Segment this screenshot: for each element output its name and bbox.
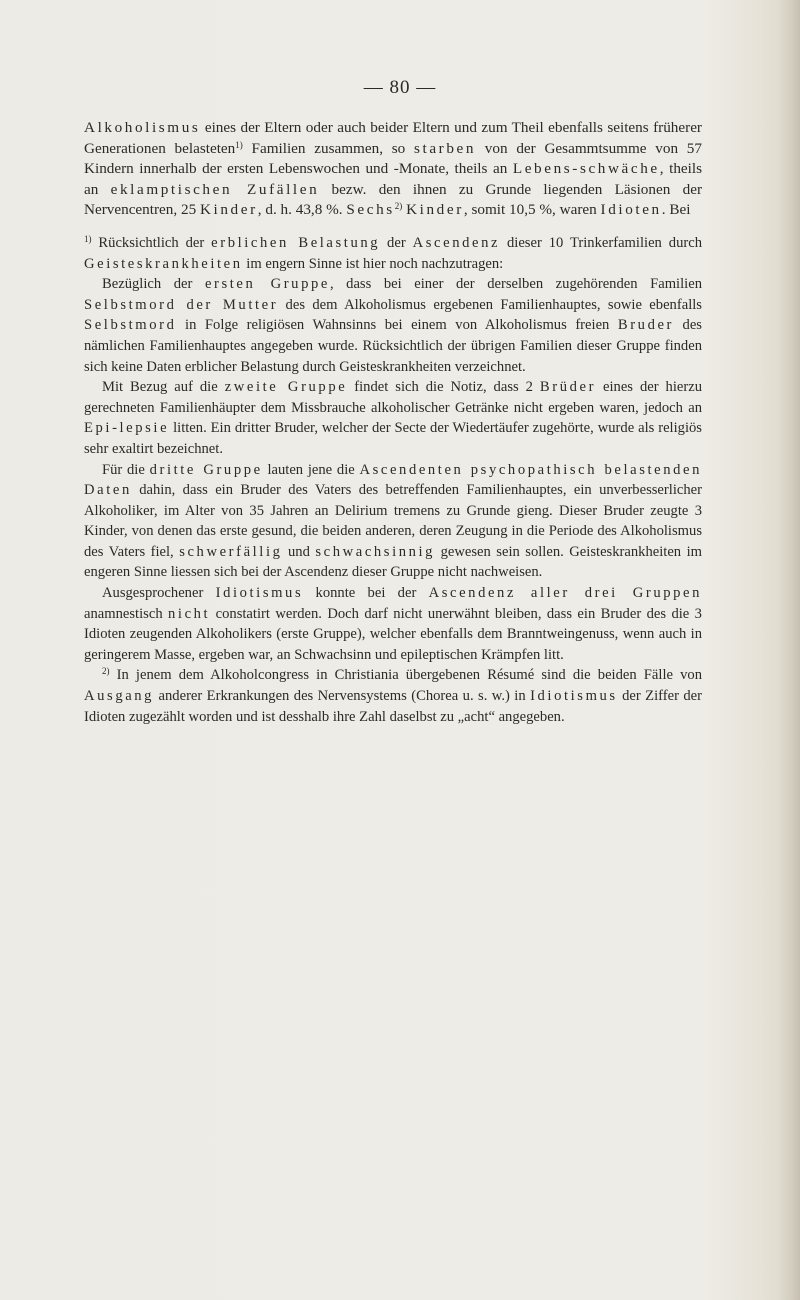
footnote-paragraph [84, 583, 702, 665]
emphasized-text: Selbstmord der Mutter [84, 296, 279, 313]
emphasized-text: Ascendenz aller drei Gruppen [428, 585, 702, 602]
page-edge-shadow [778, 0, 800, 1300]
emphasized-text: nicht [168, 605, 211, 622]
footnote-marker: 2) [394, 201, 403, 212]
footnote-paragraph [84, 460, 702, 584]
emphasized-text: Ausgang [84, 688, 155, 705]
emphasized-text: Bruder [617, 317, 674, 334]
text-run: findet sich die Notiz, dass 2 [347, 379, 540, 396]
text-run: Mit Bezug auf die [102, 379, 225, 396]
text-run: gewesen sein sollen. Geisteskrankheiten im engeren Sinne liessen sich bei der Ascendenz dieser Gruppe nicht nachweisen. [84, 543, 702, 581]
emphasized-text: Idioten [600, 201, 662, 219]
text-run: dahin, dass ein Bruder des Vaters des betreffenden Familienhauptes, ein unverbesserlicher Alkoholiker, im Alter von 35 Jahren an Delirium tremens zu Grunde gieng. Dieser Bruder zeugte 3 Kinder, von denen das erste gesund, die beiden anderen, deren Zeugung in die Periode des Alkoholismus des Vaters fiel, [84, 482, 702, 560]
text-run: Familien zusammen, so [242, 139, 414, 157]
emphasized-text: schwachsinnig [315, 543, 436, 560]
text-run: Rücksichtlich der [91, 234, 212, 251]
footnote-marker: 2) [102, 666, 110, 677]
text-run: constatirt werden. Doch darf nicht unerwähnt bleiben, dass ein Bruder des die 3 Idioten zeugenden Alkoholikers (erste Gruppe), welcher ebenfalls dem Branntweingenuss, wenn auch in geringerem Masse, ergeben war, an Schwachsinn und epileptischen Krämpfen litt. [84, 605, 702, 663]
text-run: anderer Erkrankungen des Nervensystems (Chorea u. s. w.) in [154, 688, 531, 705]
page-body [84, 118, 702, 727]
page-number: — 80 — [363, 77, 437, 98]
footnote-paragraph [84, 274, 702, 377]
footnote-marker: 1) [84, 233, 92, 244]
footnote-marker: 1) [235, 139, 243, 150]
text-run: im engern Sinne ist hier noch nachzutragen: [242, 255, 504, 272]
emphasized-text: schwerfällig [179, 543, 283, 560]
text-run: und [282, 543, 316, 560]
emphasized-text: eklamptischen Zufällen [110, 180, 320, 198]
emphasized-text: zweite Gruppe [224, 379, 348, 396]
text-run: litten. Ein dritter Bruder, welcher der Secte der Wiedertäufer zugehörte, wurde als religiös sehr exaltirt bezeichnet. [84, 420, 702, 457]
footnote-paragraph [84, 665, 702, 727]
text-run: bezw. den ihnen zu Grunde liegenden Läsionen der Nervencentren, 25 [84, 180, 702, 219]
emphasized-text: Selbstmord [84, 317, 177, 334]
emphasized-text: Alkoholismus [84, 119, 201, 136]
emphasized-text: dritte Gruppe [149, 461, 263, 478]
emphasized-text: erblichen Belastung [211, 234, 381, 251]
text-run: , d. h. 43,8 %. [257, 201, 347, 219]
text-run: eines der Eltern oder auch beider Eltern und zum Theil ebenfalls seitens früherer Generationen belasteten [84, 119, 702, 157]
text-run: Ausgesprochener [102, 585, 216, 602]
text-run: , theils an [84, 160, 703, 198]
emphasized-text: Kinder [199, 201, 258, 219]
text-run: des dem Alkoholismus ergebenen Familienhauptes, sowie ebenfalls [278, 296, 702, 313]
emphasized-text: Ascendenz [412, 234, 501, 251]
text-run: Bezüglich der [102, 276, 205, 293]
footnote-paragraph [84, 377, 702, 459]
emphasized-text: Epi-lepsie [84, 420, 170, 437]
emphasized-text: Ascendenten psychopathisch belastenden Daten [84, 461, 702, 499]
text-run: Für die [102, 461, 150, 478]
emphasized-text: starben [414, 139, 477, 157]
emphasized-text: Kinder [406, 201, 464, 219]
text-run: der Ziffer der Idioten zugezählt worden und ist desshalb ihre Zahl daselbst zu „acht“ angegeben. [84, 688, 702, 725]
emphasized-text: Lebens-schwäche [512, 160, 660, 178]
text-run: des nämlichen Familienhauptes angegeben wurde. Rücksichtlich der übrigen Familien dieser Gruppe finden sich keine Daten erblicher Belastung durch Geisteskrankheiten verzeichnet. [84, 317, 702, 375]
text-run: , somit 10,5 %, waren [463, 201, 601, 219]
text-run: der [380, 234, 413, 251]
main-paragraph [84, 118, 702, 221]
text-run: . Bei [661, 201, 691, 219]
emphasized-text: Sechs [346, 201, 395, 219]
text-run: In jenem dem Alkoholcongress in Christiania übergebenen Résumé sind die beiden Fälle von [109, 667, 702, 684]
emphasized-text: Geisteskrankheiten [84, 255, 243, 272]
footnotes [84, 233, 702, 727]
emphasized-text: ersten Gruppe [204, 276, 330, 293]
text-run: , dass bei einer der derselben zugehörenden Familien [329, 276, 702, 293]
emphasized-text: Brüder [539, 379, 597, 396]
text-run: in Folge religiösen Wahnsinns bei einem von Alkoholismus freien [176, 317, 618, 334]
text-run: dieser 10 Trinkerfamilien durch [500, 234, 702, 251]
emphasized-text: Idiotismus [530, 688, 618, 705]
emphasized-text: Idiotismus [215, 585, 304, 602]
text-run: anamnestisch [84, 605, 169, 622]
text-run: konnte bei der [303, 585, 429, 602]
text-run: eines der hierzu gerechneten Familienhäupter dem Missbrauche alkoholischer Getränke nicht ergeben waren, jedoch an [84, 379, 702, 416]
text-run: von der Gesammtsumme von 57 Kindern innerhalb der ersten Lebenswochen und -Monate, theils an [84, 139, 702, 178]
text-run: lauten jene die [262, 461, 360, 478]
footnote-paragraph [84, 233, 702, 274]
